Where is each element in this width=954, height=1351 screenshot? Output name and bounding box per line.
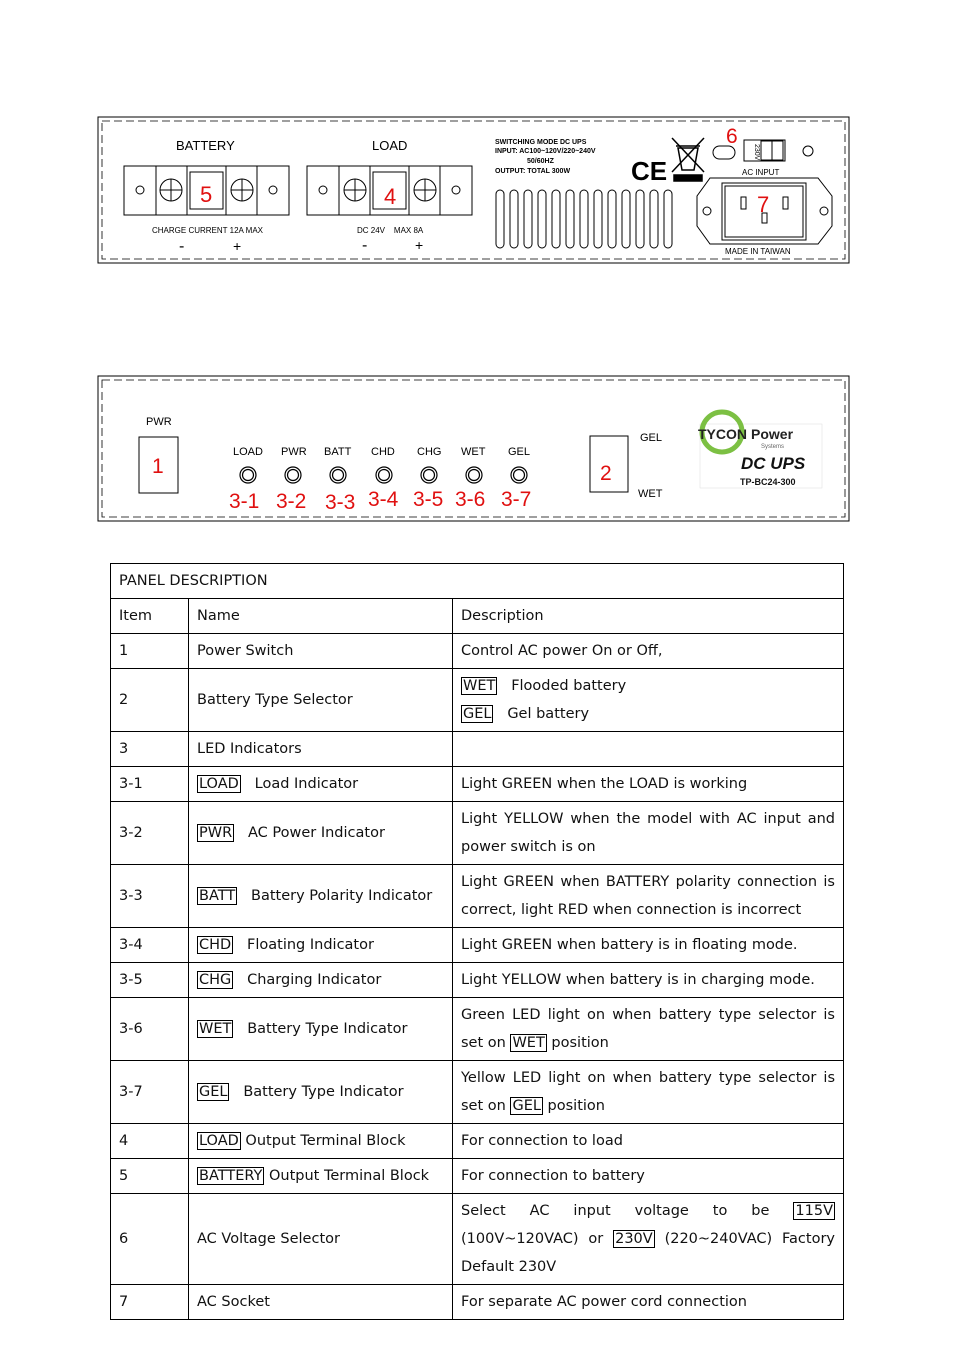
- boxed-term: BATT: [199, 888, 236, 904]
- name-text: Battery Type Indicator: [243, 1084, 404, 1100]
- selector-wet-label: WET: [638, 488, 663, 500]
- spec-line-1: SWITCHING MODE DC UPS: [495, 139, 587, 146]
- led-label-chg: CHG: [417, 446, 442, 458]
- callout-1: 1: [152, 455, 164, 478]
- cell-description: Control AC power On or Off,: [453, 634, 844, 669]
- boxed-term: 115V: [795, 1203, 833, 1219]
- led-label-pwr: PWR: [281, 446, 307, 458]
- cell-description: Light GREEN when the LOAD is working: [453, 767, 844, 802]
- cell-item: 3-3: [111, 865, 189, 928]
- weee-bin-icon: [672, 138, 704, 181]
- desc-text: position: [547, 1098, 605, 1114]
- logo-model: TP-BC24-300: [740, 477, 796, 487]
- boxed-term: LOAD: [199, 776, 239, 792]
- boxed-term: GEL: [463, 706, 492, 722]
- ventilation-slots: [496, 190, 672, 248]
- name-text: AC Power Indicator: [247, 825, 385, 841]
- desc-text: (100V~120VAC) or: [461, 1231, 604, 1247]
- boxed-term: CHD: [199, 937, 232, 953]
- table-row: [111, 865, 844, 928]
- cell-item: 1: [111, 634, 189, 669]
- cell-description: Light GREEN when battery is in floating mode.: [453, 928, 844, 963]
- callout-7: 7: [757, 192, 770, 217]
- table-row: [111, 928, 844, 963]
- table-row: [111, 1194, 844, 1285]
- battery-plus: +: [233, 238, 242, 254]
- cell-description: Light YELLOW when the model with AC input and power switch is on: [453, 802, 844, 865]
- table-header-row: [111, 599, 844, 634]
- table-row: [111, 998, 844, 1061]
- cell-item: 2: [111, 669, 189, 732]
- table-row: [111, 669, 844, 732]
- cell-item: 3-6: [111, 998, 189, 1061]
- cell-name: LED Indicators: [189, 732, 453, 767]
- cell-description: For connection to load: [453, 1124, 844, 1159]
- cell-item: 3: [111, 732, 189, 767]
- table-row: [111, 802, 844, 865]
- desc-text: Gel battery: [507, 706, 590, 722]
- boxed-term: CHG: [199, 972, 232, 988]
- pwr-switch-label: PWR: [146, 416, 172, 428]
- cell-item: 7: [111, 1285, 189, 1320]
- header-name: Name: [189, 599, 453, 634]
- callout-3-2: 3-2: [276, 490, 307, 513]
- table-row: [111, 1159, 844, 1194]
- cell-description: [453, 1194, 844, 1285]
- led-label-gel: GEL: [508, 446, 531, 458]
- header-item: Item: [111, 599, 189, 634]
- dc-rating-label: DC 24V MAX 8A: [357, 226, 424, 235]
- ac-input-label: AC INPUT: [742, 168, 780, 177]
- cell-description: [453, 998, 844, 1061]
- name-text: Load Indicator: [254, 776, 359, 792]
- table-row: [111, 1124, 844, 1159]
- cell-item: 4: [111, 1124, 189, 1159]
- battery-label: BATTERY: [176, 138, 235, 153]
- cell-name: Power Switch: [189, 634, 453, 669]
- rear-panel-diagram: [0, 0, 954, 280]
- desc-text: Flooded battery: [511, 678, 627, 694]
- spec-line-3: 50/60HZ: [527, 158, 554, 165]
- cell-item: 3-4: [111, 928, 189, 963]
- voltage-selector-switch: [744, 140, 785, 161]
- cell-name: [189, 1159, 453, 1194]
- cell-item: 5: [111, 1159, 189, 1194]
- load-plus: +: [415, 237, 424, 253]
- table-title-row: [111, 564, 844, 599]
- panel-description-table: [110, 563, 844, 1320]
- boxed-term: 230V: [615, 1231, 653, 1247]
- cell-description: [453, 732, 844, 767]
- boxed-term: GEL: [199, 1084, 228, 1100]
- spec-line-2: INPUT: AC100~120V/220~240V: [495, 148, 596, 155]
- boxed-term: WET: [512, 1035, 545, 1051]
- table-row: [111, 1061, 844, 1124]
- cell-name: [189, 1061, 453, 1124]
- boxed-term: WET: [463, 678, 496, 694]
- table-title: PANEL DESCRIPTION: [111, 564, 844, 599]
- callout-2: 2: [600, 462, 612, 485]
- cell-name: [189, 1124, 453, 1159]
- table-row: [111, 767, 844, 802]
- callout-5: 5: [200, 182, 213, 207]
- cell-name: Battery Type Selector: [189, 669, 453, 732]
- cell-name: [189, 802, 453, 865]
- desc-text: position: [551, 1035, 609, 1051]
- voltage-selector-text: 230V: [753, 144, 760, 161]
- charge-current-label: CHARGE CURRENT 12A MAX: [152, 226, 263, 235]
- led-label-load: LOAD: [233, 446, 263, 458]
- header-description: Description: [453, 599, 844, 634]
- cell-description: [453, 669, 844, 732]
- logo-brand-b: Power: [751, 426, 794, 442]
- cell-name: [189, 963, 453, 998]
- cell-item: 6: [111, 1194, 189, 1285]
- spec-line-4: OUTPUT: TOTAL 300W: [495, 168, 571, 175]
- callout-3-1: 3-1: [229, 490, 260, 513]
- led-label-wet: WET: [461, 446, 486, 458]
- logo-product: DC UPS: [741, 454, 806, 473]
- cell-description: [453, 1061, 844, 1124]
- cell-description: Light YELLOW when battery is in charging mode.: [453, 963, 844, 998]
- callout-4: 4: [384, 184, 397, 209]
- callout-3-4: 3-4: [368, 488, 399, 511]
- callout-3-5: 3-5: [413, 488, 444, 511]
- name-text: Output Terminal Block: [268, 1168, 430, 1184]
- front-panel-diagram: [0, 360, 954, 530]
- boxed-term: WET: [199, 1021, 232, 1037]
- boxed-term: BATTERY: [199, 1168, 263, 1184]
- callout-3-7: 3-7: [501, 488, 532, 511]
- boxed-term: LOAD: [199, 1133, 239, 1149]
- cell-item: 3-2: [111, 802, 189, 865]
- name-text: Battery Type Indicator: [247, 1021, 408, 1037]
- cell-item: 3-7: [111, 1061, 189, 1124]
- table-row: [111, 1285, 844, 1320]
- cell-item: 3-1: [111, 767, 189, 802]
- rear-screw-hole: [803, 146, 813, 156]
- led-label-batt: BATT: [324, 446, 352, 458]
- logo-brand-a: TYCON: [698, 426, 747, 442]
- cell-description: Light GREEN when BATTERY polarity connection is correct, light RED when connection is incorrect: [453, 865, 844, 928]
- desc-text: (220~240VAC) Factory Default 230V: [461, 1231, 836, 1275]
- name-text: Output Terminal Block: [245, 1133, 406, 1149]
- cell-name: AC Socket: [189, 1285, 453, 1320]
- table-row: [111, 963, 844, 998]
- led-label-chd: CHD: [371, 446, 395, 458]
- logo-systems: Systems: [761, 444, 785, 450]
- ce-mark: CE: [631, 156, 668, 186]
- cell-description: For connection to battery: [453, 1159, 844, 1194]
- name-text: Floating Indicator: [247, 937, 374, 953]
- selector-gel-label: GEL: [640, 432, 663, 444]
- cell-name: [189, 928, 453, 963]
- cell-name: [189, 865, 453, 928]
- desc-text: Select AC input voltage to be: [461, 1203, 770, 1219]
- desc-text: Green LED light on when battery type selector is set on: [461, 1007, 835, 1051]
- cell-item: 3-5: [111, 963, 189, 998]
- boxed-term: GEL: [512, 1098, 541, 1114]
- cell-name: [189, 998, 453, 1061]
- cell-description: For separate AC power cord connection: [453, 1285, 844, 1320]
- boxed-term: PWR: [199, 825, 233, 841]
- desc-text: Yellow LED light on when battery type selector is set on: [461, 1070, 835, 1114]
- load-minus: -: [362, 237, 368, 254]
- table-row: [111, 732, 844, 767]
- cell-name: AC Voltage Selector: [189, 1194, 453, 1285]
- callout-3-6: 3-6: [455, 488, 486, 511]
- cell-name: [189, 767, 453, 802]
- name-text: Battery Polarity Indicator: [251, 888, 433, 904]
- table-row: [111, 634, 844, 669]
- callout-6: 6: [726, 125, 738, 148]
- name-text: Charging Indicator: [247, 972, 382, 988]
- made-in-taiwan-label: MADE IN TAIWAN: [725, 247, 791, 256]
- callout-3-3: 3-3: [325, 491, 356, 514]
- battery-minus: -: [179, 238, 185, 255]
- tycon-logo: [698, 412, 822, 488]
- load-label: LOAD: [372, 138, 408, 153]
- led-row: [229, 446, 531, 514]
